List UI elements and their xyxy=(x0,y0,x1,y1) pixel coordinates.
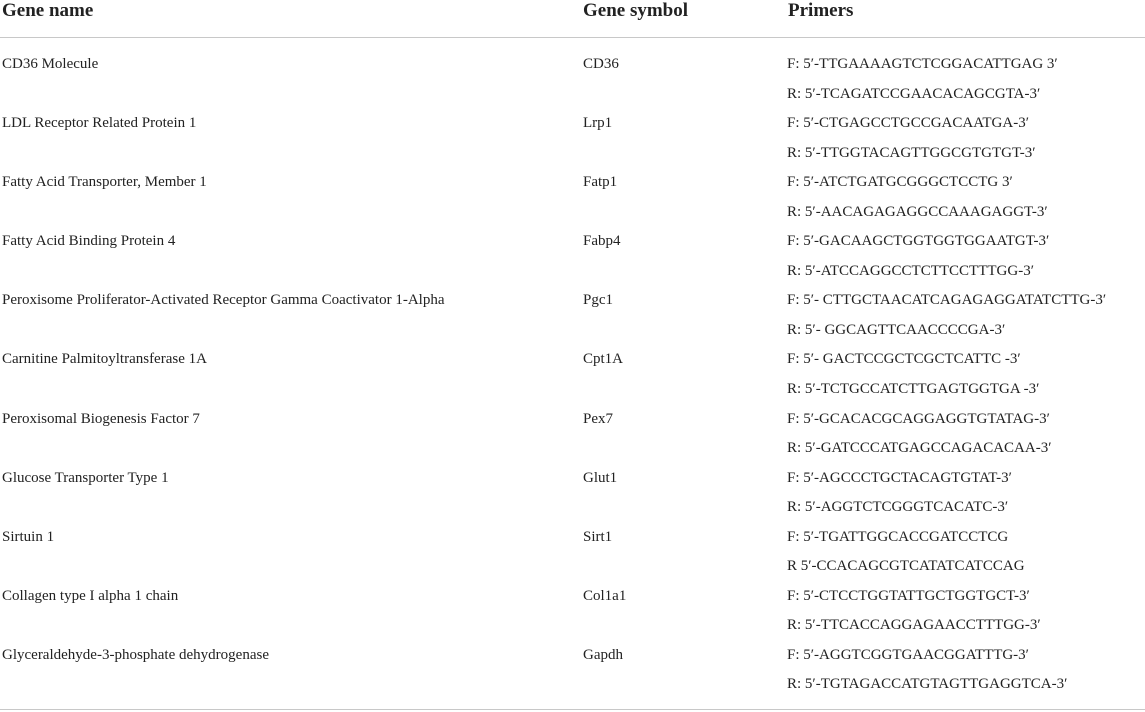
table-bottom-rule xyxy=(0,709,1145,710)
gene-symbol-cell: Fabp4 xyxy=(583,233,621,250)
reverse-primer: R: 5′- GGCAGTTCAACCCCGA-3′ xyxy=(787,321,1006,338)
forward-primer: F: 5′-AGGTCGGTGAACGGATTTG-3′ xyxy=(787,646,1029,663)
primers-cell xyxy=(787,168,1048,227)
primers-cell xyxy=(787,641,1067,700)
table-row xyxy=(0,641,1145,700)
header-primers: Primers xyxy=(788,0,854,21)
gene-name-cell: Fatty Acid Binding Protein 4 xyxy=(2,233,176,250)
gene-symbol-cell: CD36 xyxy=(583,56,619,72)
table-row xyxy=(0,109,1145,168)
gene-name-cell: Glyceraldehyde-3-phosphate dehydrogenase xyxy=(2,646,269,663)
primers-cell xyxy=(787,345,1039,404)
primers-cell xyxy=(787,286,1106,345)
primers-cell xyxy=(787,523,1025,582)
forward-primer: F: 5′-GCACACGCAGGAGGTGTATAG-3′ xyxy=(787,410,1050,427)
gene-name-cell: Fatty Acid Transporter, Member 1 xyxy=(2,174,207,191)
table-header xyxy=(0,0,1145,38)
table-row xyxy=(0,582,1145,641)
forward-primer: F: 5′-CTGAGCCTGCCGACAATGA-3′ xyxy=(787,115,1029,132)
forward-primer: F: 5′-AGCCCTGCTACAGTGTAT-3′ xyxy=(787,469,1012,486)
reverse-primer: R: 5′-ATCCAGGCCTCTTCCTTTGG-3′ xyxy=(787,262,1034,279)
header-gene-name: Gene name xyxy=(2,0,94,21)
gene-name-cell: LDL Receptor Related Protein 1 xyxy=(2,115,197,132)
gene-name-cell: Collagen type I alpha 1 chain xyxy=(2,587,179,604)
header-gene-symbol: Gene symbol xyxy=(583,0,689,21)
gene-name-cell: CD36 Molecule xyxy=(2,56,99,72)
reverse-primer: R: 5′-TGTAGACCATGTAGTTGAGGTCA-3′ xyxy=(787,676,1068,693)
gene-symbol-cell: Glut1 xyxy=(583,469,618,486)
gene-name-cell: Peroxisomal Biogenesis Factor 7 xyxy=(2,410,200,427)
primers-cell xyxy=(787,227,1049,286)
gene-name-cell: Carnitine Palmitoyltransferase 1A xyxy=(2,351,207,368)
gene-symbol-cell: Cpt1A xyxy=(583,351,624,368)
table-row xyxy=(0,405,1145,464)
forward-primer: F: 5′-TGATTGGCACCGATCCTCG xyxy=(787,528,1009,545)
reverse-primer: R: 5′-GATCCCATGAGCCAGACACAA-3′ xyxy=(787,440,1052,457)
forward-primer: F: 5′-TTGAAAAGTCTCGGACATTGAG 3′ xyxy=(787,56,1058,72)
reverse-primer: R 5′-CCACAGCGTCATATCATCCAG xyxy=(787,558,1025,575)
reverse-primer: R: 5′-AACAGAGAGGCCAAAGAGGT-3′ xyxy=(787,203,1048,220)
forward-primer: F: 5′-GACAAGCTGGTGGTGGAATGT-3′ xyxy=(787,233,1050,250)
table-body xyxy=(0,50,1145,700)
reverse-primer: R: 5′-AGGTCTCGGGTCACATC-3′ xyxy=(787,499,1009,516)
reverse-primer: R: 5′-TTGGTACAGTTGGCGTGTGT-3′ xyxy=(787,144,1036,161)
primers-cell xyxy=(787,109,1036,168)
gene-symbol-cell: Pgc1 xyxy=(583,292,613,309)
gene-name-cell: Peroxisome Proliferator-Activated Receptor Gamma Coactivator 1-Alpha xyxy=(2,292,445,309)
gene-symbol-cell: Lrp1 xyxy=(583,115,613,132)
table-row xyxy=(0,286,1145,345)
table-row xyxy=(0,168,1145,227)
reverse-primer: R: 5′-TCTGCCATCTTGAGTGGTGA -3′ xyxy=(787,380,1040,397)
gene-symbol-cell: Sirt1 xyxy=(583,528,613,545)
forward-primer: F: 5′-ATCTGATGCGGGCTCCTG 3′ xyxy=(787,174,1013,191)
table-row xyxy=(0,227,1145,286)
forward-primer: F: 5′-CTCCTGGTATTGCTGGTGCT-3′ xyxy=(787,587,1030,604)
primers-cell xyxy=(787,582,1041,641)
gene-symbol-cell: Gapdh xyxy=(583,646,623,663)
table-row xyxy=(0,50,1145,109)
table-row xyxy=(0,464,1145,523)
forward-primer: F: 5′- CTTGCTAACATCAGAGAGGATATCTTG-3′ xyxy=(787,292,1107,309)
gene-symbol-cell: Col1a1 xyxy=(583,587,627,604)
table-row xyxy=(0,523,1145,582)
primers-cell xyxy=(787,50,1058,109)
reverse-primer: R: 5′-TCAGATCCGAACACAGCGTA-3′ xyxy=(787,85,1041,102)
primers-cell xyxy=(787,464,1012,523)
forward-primer: F: 5′- GACTCCGCTCGCTCATTC -3′ xyxy=(787,351,1021,368)
table-row xyxy=(0,345,1145,404)
reverse-primer: R: 5′-TTCACCAGGAGAACCTTTGG-3′ xyxy=(787,617,1041,634)
gene-symbol-cell: Pex7 xyxy=(583,410,613,427)
gene-name-cell: Sirtuin 1 xyxy=(2,528,55,545)
gene-symbol-cell: Fatp1 xyxy=(583,174,618,191)
gene-name-cell: Glucose Transporter Type 1 xyxy=(2,469,169,486)
primers-cell xyxy=(787,405,1052,464)
